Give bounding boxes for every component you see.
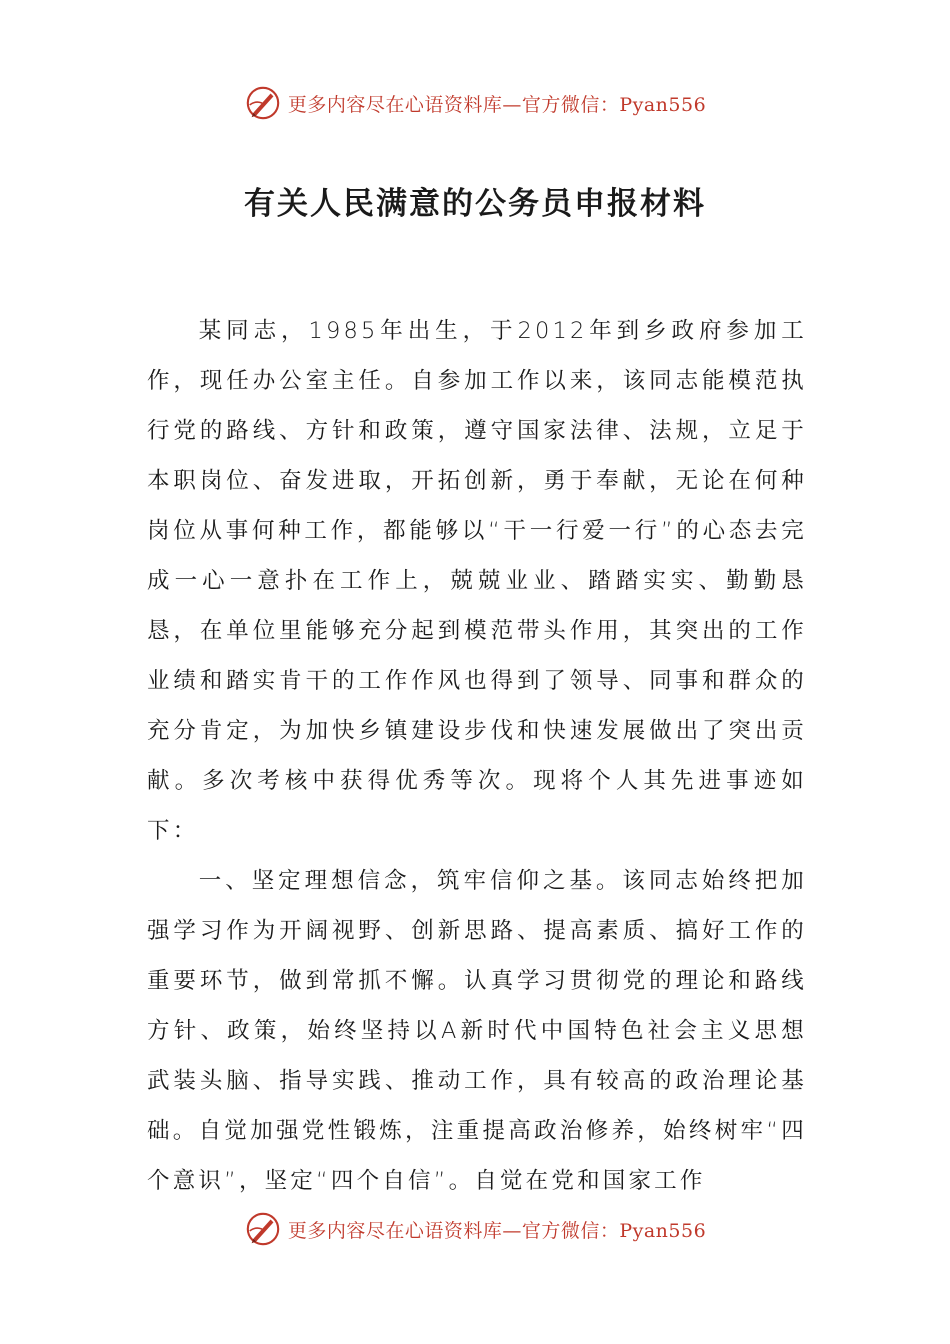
watermark-text: 更多内容尽在心语资料库—官方微信：Pyan556 (287, 93, 707, 116)
paragraph-section-one: 一、坚定理想信念，筑牢信仰之基。该同志始终把加强学习作为开阔视野、创新思路、提高素质、搞好工作的重要环节，做到常抓不懈。认真学习贯彻党的理论和路线方针、政策，始终坚持以A新时代中国特色社会主义思想武装头脑、指导实践、推动工作，具有较高的政治理论基础。自觉加强党性锻炼，注重提高政治修养，始终树牢“四个意识”，坚定“四个自信”。自觉在党和国家工作 (147, 868, 807, 1194)
watermark-text: 更多内容尽在心语资料库—官方微信：Pyan556 (287, 1219, 707, 1242)
pen-circle-logo-icon (244, 1210, 282, 1248)
footer-watermark (0, 1210, 950, 1248)
pen-circle-logo-icon (244, 84, 282, 122)
document-title: 有关人民满意的公务员申报材料 (244, 186, 706, 222)
header-watermark (0, 84, 950, 122)
paragraph-intro: 某同志，1985年出生，于2012年到乡政府参加工作，现任办公室主任。自参加工作以来，该同志能模范执行党的路线、方针和政策，遵守国家法律、法规，立足于本职岗位、奋发进取，开拓创新，勇于奉献，无论在何种岗位从事何种工作，都能够以“干一行爱一行”的心态去完成一心一意扑在工作上，兢兢业业、踏踏实实、勤勤恳恳，在单位里能够充分起到模范带头作用，其突出的工作业绩和踏实肯干的工作作风也得到了领导、同事和群众的充分肯定，为加快乡镇建设步伐和快速发展做出了突出贡献。多次考核中获得优秀等次。现将个人其先进事迹如下： (147, 318, 807, 844)
document-body (147, 306, 807, 1206)
